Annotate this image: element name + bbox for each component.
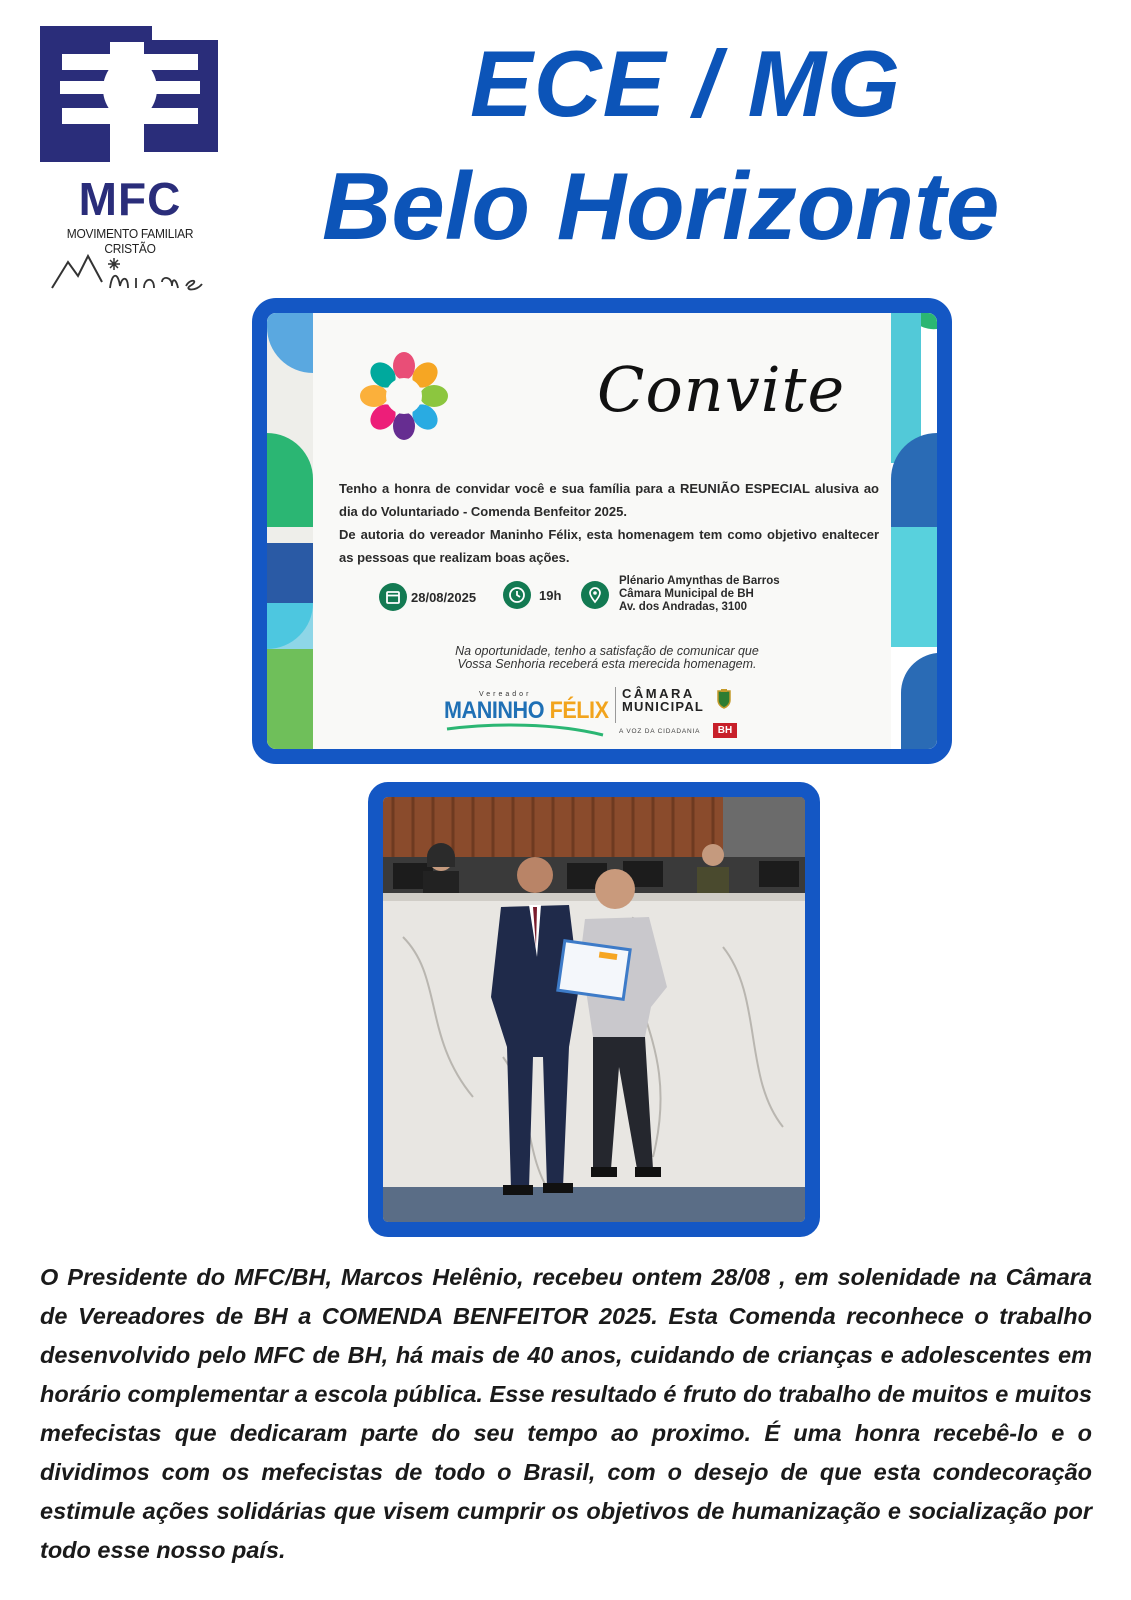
invitation-paragraph-2: De autoria do vereador Maninho Félix, esta homenagem tem como objetivo enaltecer as pessoas que realizam boas ações. [339, 527, 879, 565]
mfc-logo [32, 24, 228, 294]
invitation-paragraph-1: Tenho a honra de convidar você e sua família para a REUNIÃO ESPECIAL alusiva ao dia do Voluntariado - Comenda Benfeitor 2025. [339, 481, 879, 519]
invitation-card [252, 298, 952, 764]
camara-logo [615, 687, 705, 723]
vereador-logo [444, 697, 609, 725]
event-time: 19h [539, 588, 562, 603]
place-line-3: Av. dos Andradas, 3100 [619, 601, 748, 613]
invitation-title: Convite [597, 353, 846, 426]
location-pin-icon [581, 581, 609, 609]
invitation-note [357, 645, 857, 671]
event-date: 28/08/2025 [411, 590, 477, 605]
vereador-first-name: MANINHO [444, 697, 545, 724]
camara-line-2: MUNICIPAL [622, 699, 705, 714]
vereador-last-name: FÉLIX [549, 697, 609, 724]
ceremony-photo [368, 782, 820, 1237]
place-line-1: Plénario Amynthas de Barros [619, 575, 780, 587]
camara-line-1: CÂMARA [622, 686, 695, 701]
minas-signature-icon [50, 242, 230, 294]
note-line-2: Vossa Senhoria receberá esta merecida homenagem. [457, 657, 757, 671]
logo-subtitle: MOVIMENTO FAMILIAR CRISTÃO [66, 226, 194, 256]
place-line-2: Câmara Municipal de BH [619, 588, 754, 600]
body-paragraph: O Presidente do MFC/BH, Marcos Helênio, recebeu ontem 28/08 , em solenidade na Câmara de Vereadores de BH a COMENDA BENFEITOR 2025. Esta Comenda reconhece o trabalho desenvolvido pelo MFC de BH, há mais de 40 anos, cuidando de crianças e adolescentes em horário complementar a escola pública. Esse resultado é fruto do trabalho de muitos e muitos mefecistas que dedicaram parte do seu tempo ao proximo. É uma honra recebê-lo e o dividimos com os mefecistas de todo o Brasil, com o desejo de que esta condecoração estimule ações solidárias que visem cumprir os objetivos de humanização e socialização por todo esse nosso país. [40, 1264, 1092, 1563]
vereador-swoosh-icon [445, 723, 605, 737]
event-place [619, 575, 780, 614]
logo-acronym: MFC [78, 173, 182, 225]
ceremony-photo-image [383, 797, 805, 1222]
clock-icon [503, 581, 531, 609]
camara-tagline: A VOZ DA CIDADANIA [619, 728, 701, 735]
voluntariado-logo-icon [359, 351, 449, 441]
page-title-line1: ECE / MG [470, 31, 902, 136]
camara-crest-icon [716, 689, 732, 709]
note-line-1: Na oportunidade, tenho a satisfação de comunicar que [455, 644, 759, 658]
invitation-text [339, 477, 879, 569]
vereador-label: Vereador [479, 691, 532, 698]
mfc-emblem-icon [32, 24, 228, 174]
camara-city-badge: BH [713, 723, 737, 738]
calendar-icon [379, 583, 407, 611]
page-title-line2: Belo Horizonte [322, 153, 1000, 260]
